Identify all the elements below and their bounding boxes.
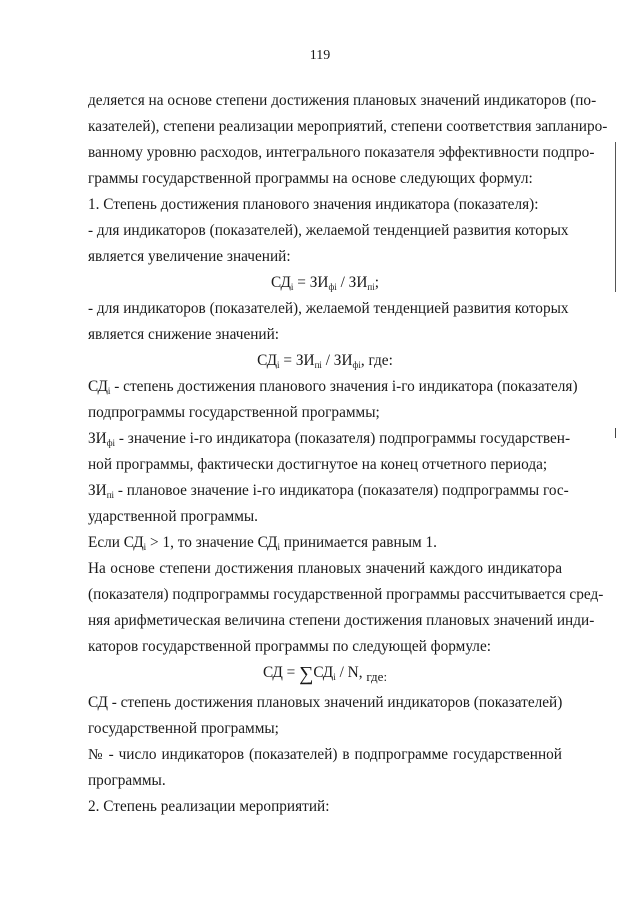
text-line: подпрограммы государственной программы; bbox=[88, 404, 380, 421]
formula-decrease: $СД_i = ЗИ_{пi} / ЗИ_{фi}$, где: bbox=[257, 352, 393, 370]
text-line: - для индикаторов (показателей), желаемой тенденцией развития которых bbox=[88, 300, 569, 317]
text-line: граммы государственной программы на основе следующих формул: bbox=[88, 170, 533, 187]
margin-mark bbox=[615, 428, 616, 438]
formula-average: СД = $\sum СД_i$ / N, $_{где:}$ bbox=[262, 663, 388, 685]
text-line: - для индикаторов (показателей), желаемой тенденцией развития которых bbox=[88, 222, 569, 239]
text-line: ной программы, фактически достигнутое на конец отчетного периода; bbox=[88, 456, 548, 473]
text-line: является снижение значений: bbox=[88, 326, 280, 343]
condition-line: Если $СД_i > 1$, то значение $СД_i$ принимается равным 1. bbox=[88, 534, 437, 552]
sum-symbol: ∑ bbox=[299, 663, 314, 685]
text-line bbox=[88, 192, 562, 218]
text-line: деляется на основе степени достижения плановых значений индикаторов (по- bbox=[88, 92, 597, 109]
text-line: программы. bbox=[88, 772, 166, 789]
definition-zi-pi: $ЗИ_{пi}$ - плановое значение i-го индикатора (показателя) подпрограммы гос- bbox=[88, 482, 569, 500]
page-number: 119 bbox=[309, 48, 331, 63]
text-line: ударственной программы. bbox=[88, 508, 258, 525]
text-line: государственной программы; bbox=[88, 720, 279, 737]
text-line: (показателя) подпрограммы государственной программы рассчитывается сред- bbox=[88, 586, 604, 603]
text-line: На основе степени достижения плановых значений каждого индикатора bbox=[88, 560, 562, 577]
text-line: няя арифметическая величина степени достижения плановых значений инди- bbox=[88, 612, 595, 629]
definition-zi-fi: $ЗИ_{фi}$ - значение i-го индикатора (показателя) подпрограммы государствен- bbox=[88, 430, 571, 448]
definition-sd-i: $СД_i$ - степень достижения планового значения i-го индикатора (показателя) bbox=[88, 378, 578, 396]
text-body bbox=[88, 88, 608, 820]
text-line: является увеличение значений: bbox=[88, 248, 291, 265]
text-line: СД - степень достижения плановых значений индикаторов (показателей) bbox=[88, 694, 563, 711]
margin-mark bbox=[615, 142, 616, 292]
section-heading-1: 1. Степень достижения планового значения индикатора (показателя): bbox=[88, 196, 539, 213]
text-line: каторов государственной программы по следующей формуле: bbox=[88, 638, 491, 655]
text-line: № - число индикаторов (показателей) в подпрограмме государственной bbox=[88, 746, 562, 763]
text-line: казателей), степени реализации мероприятий, степени соответствия запланиро- bbox=[88, 118, 608, 135]
text-line: ванному уровню расходов, интегрального показателя эффективности подпро- bbox=[88, 144, 595, 161]
section-heading-2: 2. Степень реализации мероприятий: bbox=[88, 798, 330, 815]
formula-increase: $СД_i = ЗИ_{фi} / ЗИ_{пi}$; bbox=[271, 274, 379, 292]
